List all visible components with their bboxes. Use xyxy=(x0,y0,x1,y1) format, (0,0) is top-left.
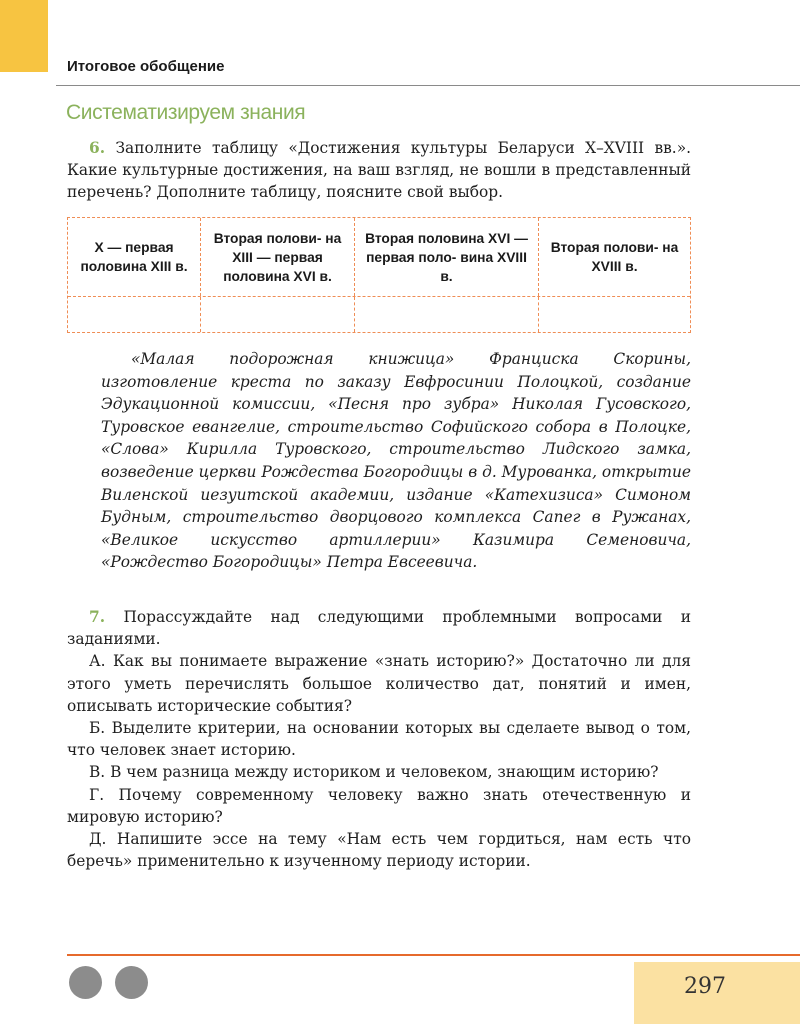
table-cell xyxy=(355,297,539,332)
running-header: Итоговое обобщение xyxy=(67,58,225,75)
table-header-cell: Вторая половина XVI — первая поло- вина XVIII в. xyxy=(355,218,539,296)
page-number: 297 xyxy=(684,974,726,999)
task-7-item: Б. Выделите критерии, на основании которых вы сделаете вывод о том, что человек знает историю. xyxy=(67,719,691,760)
table-row xyxy=(68,297,690,332)
section-title: Систематизируем знания xyxy=(66,101,306,124)
table-cell xyxy=(201,297,355,332)
table-header-cell: Вторая полови- на XVIII в. xyxy=(550,240,679,274)
footer-divider xyxy=(67,954,800,956)
task-7-item: Д. Напишите эссе на тему «Нам есть чем гордиться, нам есть что беречь» применительно к изученному периоду истории. xyxy=(67,830,691,871)
table-header-cell: Вторая полови- на XIII — первая половина XVI в. xyxy=(201,218,355,296)
achievements-list: «Малая подорожная книжица» Франциска Скорины, изготовление креста по заказу Евфросинии Полоцкой, создание Эдукационной комиссии, «Песня про зубра» Николая Гусовского, Туровское евангелие, строительство Софийского собора в Полоцке, «Слова» Кирилла Туровского, строительство Лидского замка, возведение церкви Рождества Богородицы в д. Мурованка, открытие Виленской иезуитской академии, издание «Катехизиса» Симоном Будным, строительство дворцового комплекса Сапег в Ружанах, «Великое искусство артиллерии» Казимира Семеновича, «Рождество Богородицы» Петра Евсеевича. xyxy=(101,350,691,572)
corner-tab xyxy=(0,0,48,72)
culture-table xyxy=(67,217,691,333)
task-6 xyxy=(67,137,691,204)
task-6-text: Заполните таблицу «Достижения культуры Беларуси X–XVIII вв.». Какие культурные достижения, на ваш взгляд, не вошли в представленный перечень? Дополните таблицу, поясните свой выбор. xyxy=(67,139,691,202)
task-7 xyxy=(67,606,691,872)
task-7-item: Г. Почему современному человеку важно знать отечественную и мировую историю? xyxy=(67,785,691,826)
table-header-row xyxy=(68,218,690,297)
page-number-box xyxy=(634,962,800,1024)
decorative-circle xyxy=(115,966,148,999)
task-7-item: В. В чем разница между историком и человеком, знающим историю? xyxy=(89,763,659,782)
decorative-circle xyxy=(69,966,102,999)
task-7-intro: 7. Порассуждайте над следующими проблемными вопросами и заданиями. xyxy=(67,608,691,649)
task-7-item: А. Как вы понимаете выражение «знать историю?» Достаточно ли для этого уметь перечислять большое количество дат, понятий и имен, описывать исторические события? xyxy=(67,652,691,715)
table-cell xyxy=(539,297,690,332)
task-7-number: 7. xyxy=(89,608,106,626)
task-6-number: 6. xyxy=(89,139,106,157)
header-divider xyxy=(56,85,800,86)
table-cell xyxy=(68,297,201,332)
table-header-cell: X — первая половина XIII в. xyxy=(68,218,201,296)
